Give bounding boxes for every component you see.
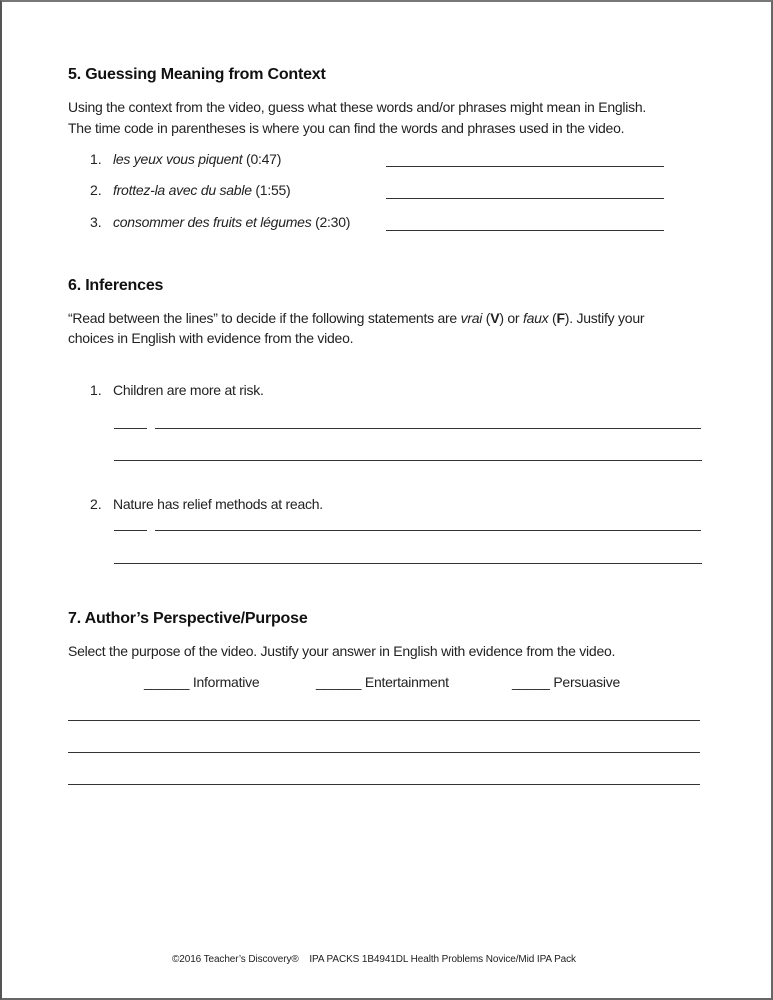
instructions-text: “Read between the lines” to decide if the following statements are [68,310,461,326]
section-6-heading: 6. Inferences [68,277,164,294]
purpose-blank[interactable]: _____ [512,674,550,690]
vocab-item-text [113,151,281,167]
vocab-item-text [113,182,290,198]
paren: ( [482,310,491,326]
purpose-option-entertainment[interactable] [316,674,449,690]
section-5-instructions-line-1: Using the context from the video, guess what these words and/or phrases might mean in English. [68,99,647,115]
justification-line[interactable] [114,460,702,461]
inference-statement: Nature has relief methods at reach. [113,496,323,512]
purpose-option-persuasive[interactable] [512,674,620,690]
vf-answer-blank[interactable] [114,428,147,429]
section-7-instructions: Select the purpose of the video. Justify your answer in English with evidence from the video. [68,643,616,659]
vocab-timecode: (2:30) [315,214,351,230]
faux-term: faux [522,310,549,326]
vocab-phrase: consommer des fruits et légumes [113,214,312,230]
justification-line[interactable] [155,428,701,429]
justification-line[interactable] [68,752,700,753]
purpose-label: Persuasive [553,674,621,690]
purpose-option-informative[interactable] [144,674,259,690]
section-6-instructions-line-2: choices in English with evidence from the video. [68,330,354,346]
vocab-answer-line[interactable] [386,230,664,231]
purpose-blank[interactable]: ______ [144,674,190,690]
vocab-answer-line[interactable] [386,166,664,167]
vocab-phrase: les yeux vous piquent [113,151,243,167]
vocab-phrase: frottez-la avec du sable [113,182,252,198]
justification-line[interactable] [114,563,702,564]
inference-item-number: 1. [90,382,102,398]
paren: ( [548,310,557,326]
vocab-timecode: (1:55) [255,182,291,198]
purpose-label: Entertainment [364,674,449,690]
purpose-label: Informative [192,674,260,690]
vocab-item-number: 1. [90,151,102,167]
vocab-item-number: 3. [90,214,102,230]
vf-answer-blank[interactable] [114,530,147,531]
justification-line[interactable] [68,784,700,785]
section-7-heading: 7. Author’s Perspective/Purpose [68,610,308,627]
vrai-term: vrai [460,310,483,326]
inference-statement: Children are more at risk. [113,382,264,398]
justification-line[interactable] [68,720,700,721]
inference-item-number: 2. [90,496,102,512]
v-letter: V [490,310,500,326]
f-letter: F [556,310,565,326]
vocab-timecode: (0:47) [246,151,282,167]
purpose-blank[interactable]: ______ [316,674,362,690]
paren-or: ) or [499,310,523,326]
footer-copyright: ©2016 Teacher’s Discovery® IPA PACKS 1B4941DL Health Problems Novice/Mid IPA Pack [172,954,576,965]
section-5-instructions-line-2: The time code in parentheses is where you can find the words and phrases used in the video. [68,120,625,136]
justification-line[interactable] [155,530,701,531]
vocab-item-number: 2. [90,182,102,198]
vocab-answer-line[interactable] [386,198,664,199]
section-5-heading: 5. Guessing Meaning from Context [68,66,326,83]
instructions-text: ). Justify your [564,310,645,326]
vocab-item-text [113,214,350,230]
section-6-instructions-line-1 [68,310,644,326]
